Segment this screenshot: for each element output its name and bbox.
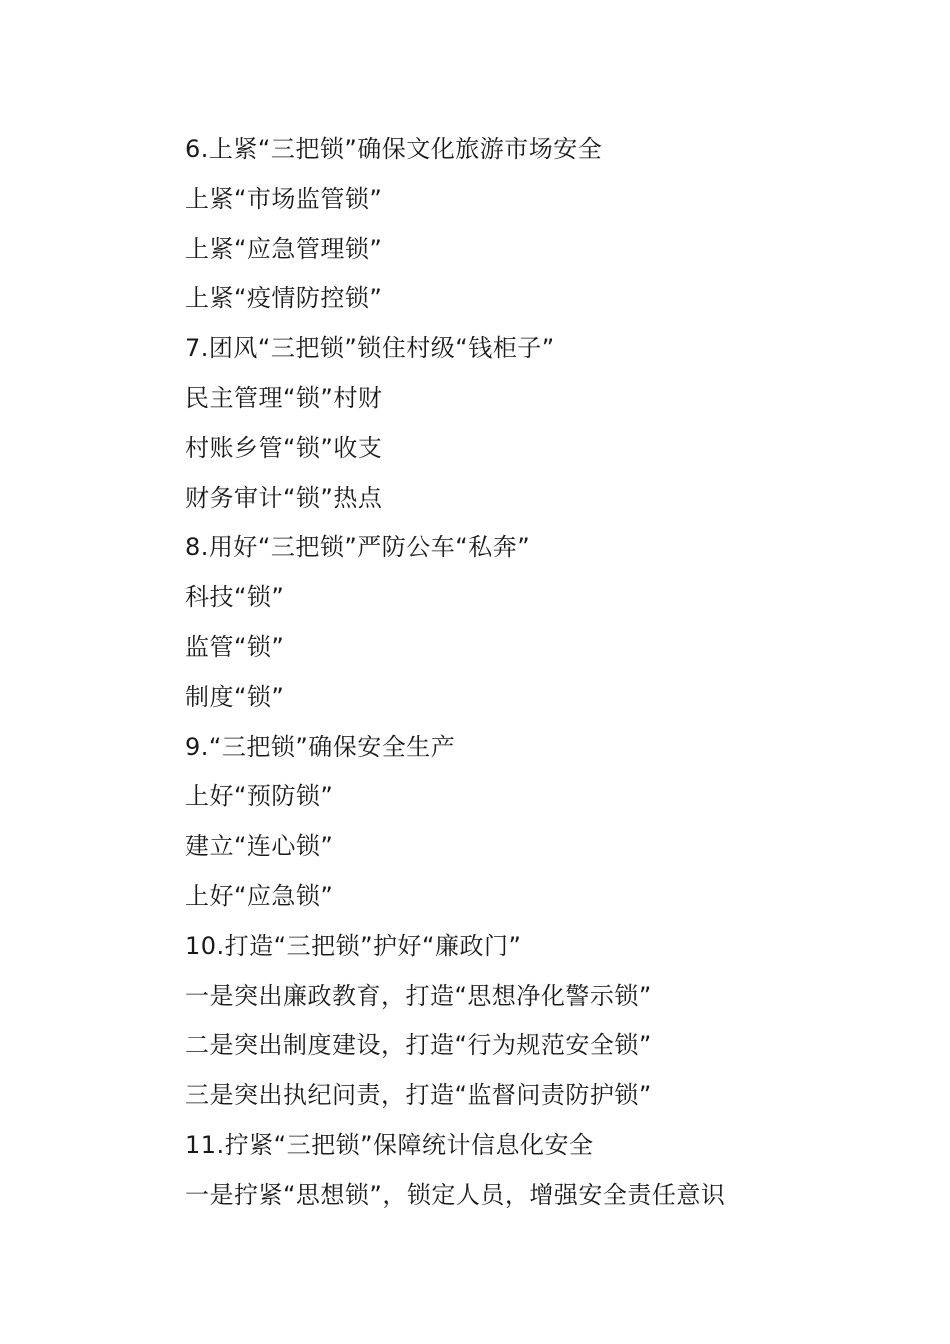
text-line: 上好“预防锁” <box>185 782 334 811</box>
text-line: 上好“应急锁” <box>185 881 334 910</box>
text-line: 民主管理“锁”村财 <box>185 383 383 412</box>
text-line: 一是突出廉政教育，打造“思想净化警示锁” <box>185 981 652 1010</box>
heading-item-10: 10.打造“三把锁”护好“廉政门” <box>185 931 522 960</box>
text-line: 二是突出制度建设，打造“行为规范安全锁” <box>185 1031 652 1060</box>
text-line: 一是拧紧“思想锁”，锁定人员，增强安全责任意识 <box>185 1180 726 1209</box>
heading-item-8: 8.用好“三把锁”严防公车“私奔” <box>185 533 531 562</box>
text-line: 监管“锁” <box>185 632 285 661</box>
heading-item-7: 7.团风“三把锁”锁住村级“钱柜子” <box>185 334 555 363</box>
heading-item-11: 11.拧紧“三把锁”保障统计信息化安全 <box>185 1130 594 1159</box>
text-line: 三是突出执纪问责，打造“监督问责防护锁” <box>185 1081 652 1110</box>
text-line: 制度“锁” <box>185 682 285 711</box>
text-line: 上紧“疫情防控锁” <box>185 284 383 313</box>
heading-item-9: 9.“三把锁”确保安全生产 <box>185 732 456 761</box>
text-line: 建立“连心锁” <box>185 832 334 861</box>
text-line: 上紧“应急管理锁” <box>185 234 383 263</box>
text-line: 村账乡管“锁”收支 <box>185 433 383 462</box>
document-body <box>185 125 885 1221</box>
text-line: 科技“锁” <box>185 583 285 612</box>
text-line: 财务审计“锁”热点 <box>185 483 383 512</box>
heading-item-6: 6.上紧“三把锁”确保文化旅游市场安全 <box>185 135 603 163</box>
text-line: 上紧“市场监管锁” <box>185 184 383 213</box>
